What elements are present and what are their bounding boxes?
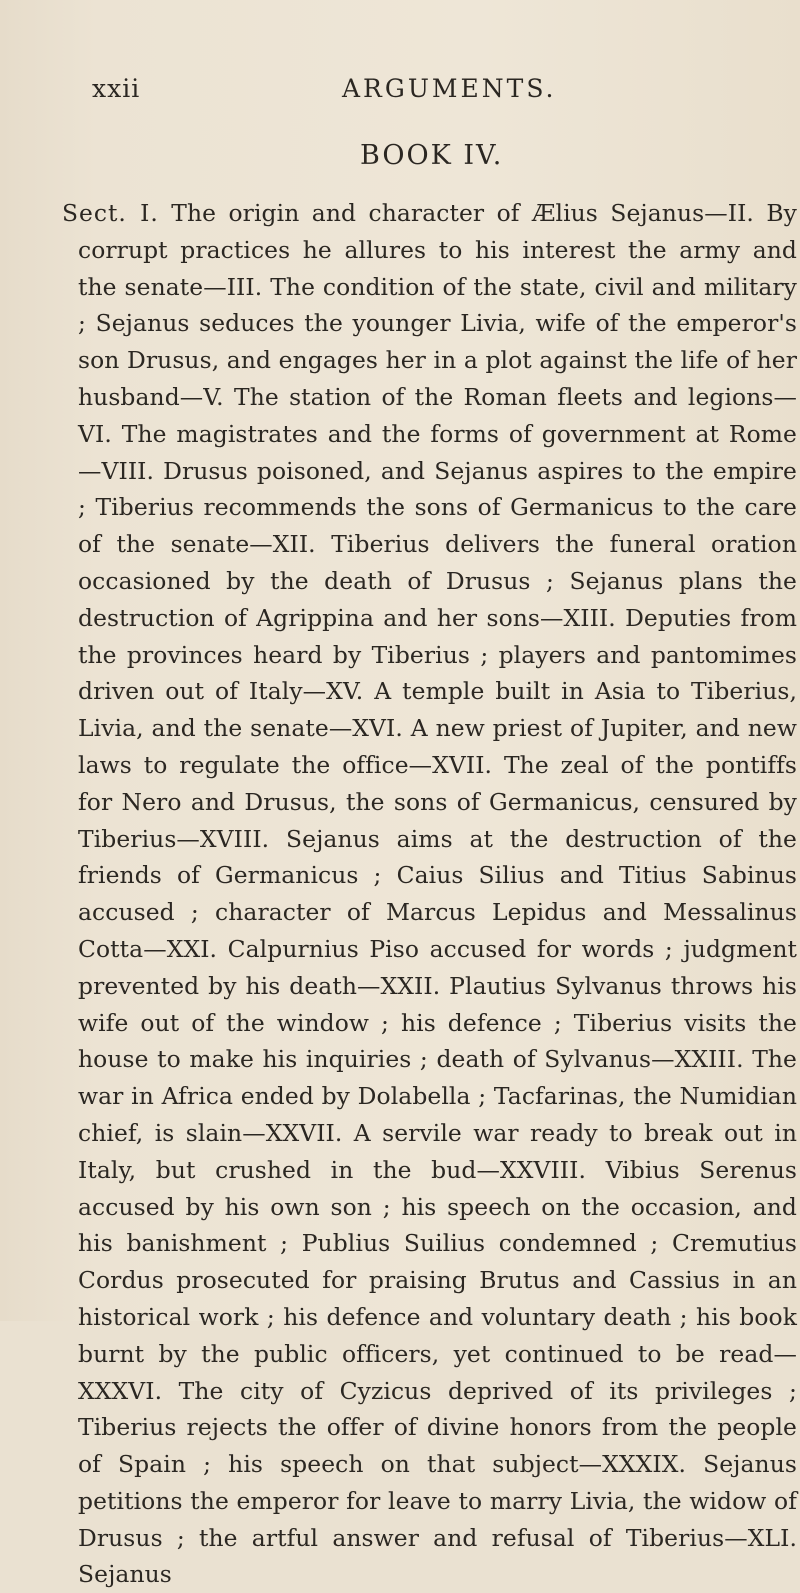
- page-number: xxii: [92, 74, 141, 103]
- book-title: BOOK IV.: [360, 140, 504, 171]
- argument-text: The origin and character of Ælius Sejanus—II. By corrupt practices he allures to his interest the army and the senate—III. The condition of the state, civil and military ; Sejanus seduces the younger Livia, wife of the emperor's son Drusus, and engages her in a plot against the life of her husband—V. The station of the Roman fleets and legions—VI. The magistrates and the forms of government at Rome—VIII. Drusus poisoned, and Sejanus aspires to the empire ; Tiberius recommends the sons of Germanicus to the care of the senate—XII. Tiberius delivers the funeral oration occasioned by the death of Drusus ; Sejanus plans the destruction of Agrippina and her sons—XIII. Deputies from the provinces heard by Tiberius ; players and pantomimes driven out of Italy—XV. A temple built in Asia to Tiberius, Livia, and the senate—XVI. A new priest of Jupiter, and new laws to regulate the office—XVII. The zeal of the pontiffs for Nero and Drusus, the sons of Germanicus, censured by Tiberius—XVIII. Sejanus aims at the destruction of the friends of Germanicus ; Caius Silius and Titius Sabinus accused ; character of Marcus Lepidus and Messalinus Cotta—XXI. Calpurnius Piso accused for words ; judgment prevented by his death—XXII. Plautius Sylvanus throws his wife out of the window ; his defence ; Tiberius visits the house to make his inquiries ; death of Sylvanus—XXIII. The war in Africa ended by Dolabella ; Tacfarinas, the Numidian chief, is slain—XXVII. A servile war ready to break out in Italy, but crushed in the bud—XXVIII. Vibius Serenus accused by his own son ; his speech on the occasion, and his banishment ; Publius Suilius condemned ; Cremutius Cordus prosecuted for praising Brutus and Cassius in an historical work ; his defence and voluntary death ; his book burnt by the public officers, yet continued to be read—XXXVI. The city of Cyzicus deprived of its privileges ; Tiberius rejects the offer of divine honors from the people of Spain ; his speech on that subject—XXXIX. Sejanus petitions the emperor for leave to marry Livia, the widow of Drusus ; the artful answer and refusal of Tiberius—XLI. Sejanus: [78, 199, 797, 1589]
- running-head-title: ARGUMENTS.: [342, 74, 557, 103]
- argument-paragraph: [62, 195, 797, 1593]
- running-head: [92, 74, 782, 108]
- section-label: Sect. I.: [62, 199, 159, 227]
